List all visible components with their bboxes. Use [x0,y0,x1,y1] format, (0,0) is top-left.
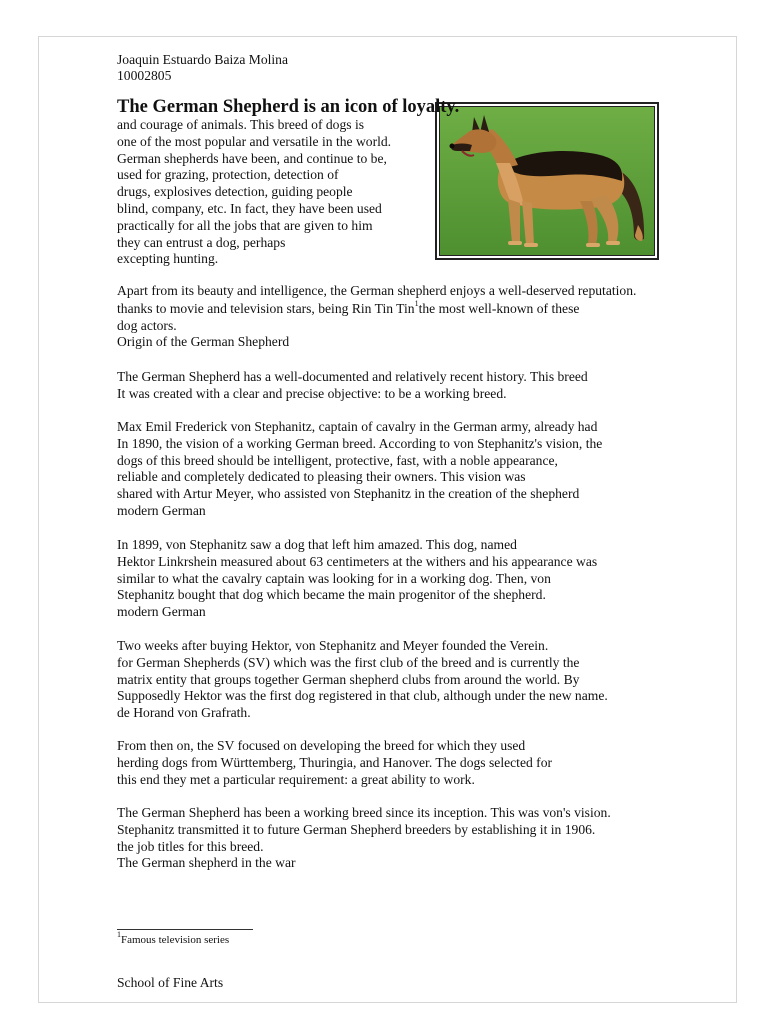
reputation-paragraph [117,283,636,300]
paragraph-line: The German shepherd in the war [117,855,296,871]
reputation-text: the most well-known of these [418,301,580,316]
intro-line: they can entrust a dog, perhaps [117,234,286,250]
paragraph-line: this end they met a particular requirement: a great ability to work. [117,771,475,787]
paragraph-line: the job titles for this breed. [117,838,264,854]
intro-line: and courage of animals. This breed of dogs is [117,117,365,132]
paragraph-line: dogs of this breed should be intelligent, protective, fast, with a noble appearance, [117,452,558,468]
paragraph-line: herding dogs from Württemberg, Thuringia, and Hanover. The dogs selected for [117,754,553,770]
paragraph-line: modern German [117,604,206,620]
footnote [117,930,230,947]
intro-line: drugs, explosives detection, guiding people [117,184,353,200]
paragraph-line: Supposedly Hektor was the first dog registered in that club, although under the new name. [117,688,608,704]
paragraph-5 [117,738,552,788]
paragraph-line: The German Shepherd has been a working breed since its inception. This was von's vision. [117,805,611,820]
paragraph-3 [117,537,597,621]
paragraph-2 [117,419,602,520]
paragraph-line: Stephanitz transmitted it to future German Shepherd breeders by establishing it in 1906. [117,821,596,837]
intro-line: one of the most popular and versatile in the world. [117,133,392,149]
paragraph-line: Two weeks after buying Hektor, von Stephanitz and Meyer founded the Verein. [117,638,549,653]
author-block [117,52,288,84]
reputation-text: thanks to movie and television stars, being Rin Tin Tin [117,301,415,316]
intro-line: German shepherds have been, and continue to be, [117,150,387,166]
reputation-line: dog actors. [117,317,177,333]
page-footer: School of Fine Arts [117,975,224,990]
intro-line: used for grazing, protection, detection of [117,167,339,183]
paragraph-line: It was created with a clear and precise objective: to be a working breed. [117,385,507,401]
german-shepherd-photo [439,106,655,256]
footnote-marker: 1 [117,930,121,940]
paragraph-line: From then on, the SV focused on developing the breed for which they used [117,738,526,753]
paragraph-line: modern German [117,502,206,518]
reputation-line [117,301,579,318]
intro-line: blind, company, etc. In fact, they have been used [117,200,382,216]
reputation-line: Apart from its beauty and intelligence, the German shepherd enjoys a well-deserved reputation. [117,283,637,298]
dog-photo-frame [435,102,659,260]
paragraph-line: de Horand von Grafrath. [117,705,251,721]
dog-photo-svg [440,107,654,255]
paragraph-line: for German Shepherds (SV) which was the first club of the breed and is currently the [117,654,580,670]
paragraph-line: In 1899, von Stephanitz saw a dog that left him amazed. This dog, named [117,537,517,552]
reputation-continued [117,301,579,335]
paragraph-line: Stephanitz bought that dog which became the main progenitor of the shepherd. [117,587,546,603]
paragraph-line: shared with Artur Meyer, who assisted von Stephanitz in the creation of the shepherd [117,486,580,502]
footnote-ref: 1 [414,299,419,309]
paragraph-6 [117,805,611,872]
paragraph-4 [117,638,608,722]
author-id: 10002805 [117,68,172,83]
footnote-text: Famous television series [121,934,230,946]
paragraph-line: Hektor Linkrshein measured about 63 centimeters at the withers and his appearance was [117,553,598,569]
section-origin-heading: Origin of the German Shepherd [117,334,290,349]
paragraph-line: reliable and completely dedicated to pleasing their owners. This vision was [117,469,526,485]
paragraph-line: Max Emil Frederick von Stephanitz, captain of cavalry in the German army, already had [117,419,598,434]
page-title: The German Shepherd is an icon of loyalty. [117,97,460,117]
footnote-separator [117,929,253,930]
paragraph-1 [117,369,588,403]
intro-line: practically for all the jobs that are given to him [117,217,373,233]
paragraph-line: similar to what the cavalry captain was looking for in a working dog. Then, von [117,570,551,586]
document-page [38,36,737,1003]
author-name: Joaquin Estuardo Baiza Molina [117,52,289,67]
paragraph-line: In 1890, the vision of a working German breed. According to von Stephanitz's vision, the [117,435,603,451]
section-heading [117,334,289,351]
paragraph-line: matrix entity that groups together German shepherd clubs from around the world. By [117,671,580,687]
intro-paragraph [117,117,391,268]
intro-line: excepting hunting. [117,251,219,267]
paragraph-line: The German Shepherd has a well-documented and relatively recent history. This breed [117,369,588,384]
